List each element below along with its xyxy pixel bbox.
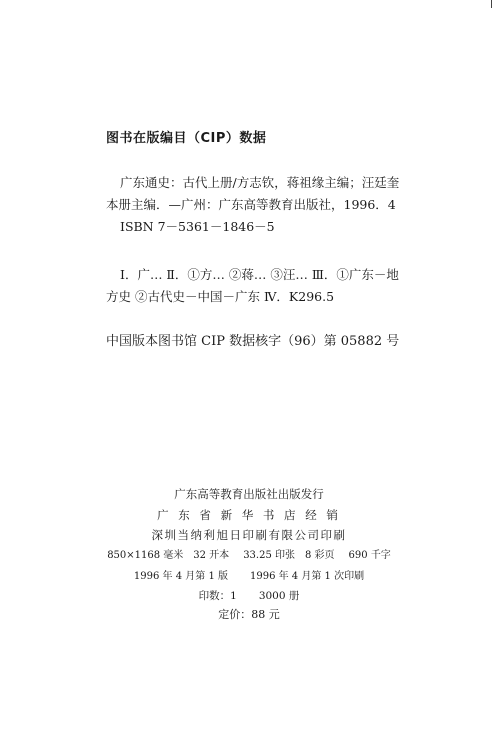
first-edition: 1996 年 4 月第 1 版 — [133, 571, 228, 582]
distributor-line: 广 东 省 新 华 书 店 经 销 — [157, 508, 341, 522]
print-run-line — [0, 589, 498, 603]
first-printing: 1996 年 4 月第 1 次印刷 — [250, 571, 365, 582]
spec-kai: 32 开本 — [193, 550, 230, 561]
specs-line — [0, 549, 498, 563]
spec-color-plates: 8 彩页 — [305, 550, 335, 561]
cip-header: 图书在版编目（CIP）数据 — [106, 131, 267, 146]
print-run-count: 3000 册 — [258, 590, 300, 602]
cip-number-line: 中国版本图书馆 CIP 数据核字（96）第 05882 号 — [106, 334, 400, 349]
price-line: 定价：88 元 — [218, 608, 280, 621]
print-run-label: 印数：1 — [198, 590, 237, 602]
cip-subject-line-2: 方史 ②古代史－中国－广东 Ⅳ．K296.5 — [106, 289, 335, 304]
cip-isbn: ISBN 7－5361－1846－5 — [120, 219, 275, 234]
spec-words: 690 千字 — [348, 550, 391, 561]
spec-format: 850×1168 毫米 — [107, 550, 184, 561]
page-corner-mark — [491, 0, 492, 8]
edition-line — [0, 570, 498, 584]
cip-line-1: 广东通史：古代上册/方志钦，蒋祖缘主编；汪廷奎 — [120, 175, 400, 190]
cip-line-2: 本册主编．—广州：广东高等教育出版社，1996．4 — [106, 197, 396, 212]
cip-subject-line-1: Ⅰ．广… Ⅱ．①方… ②蒋… ③汪… Ⅲ．①广东－地 — [120, 267, 399, 282]
spec-sheets: 33.25 印张 — [243, 550, 295, 561]
printer-line: 深圳当纳利旭日印刷有限公司印刷 — [151, 528, 347, 542]
publisher-line: 广东高等教育出版社出版发行 — [174, 487, 324, 501]
